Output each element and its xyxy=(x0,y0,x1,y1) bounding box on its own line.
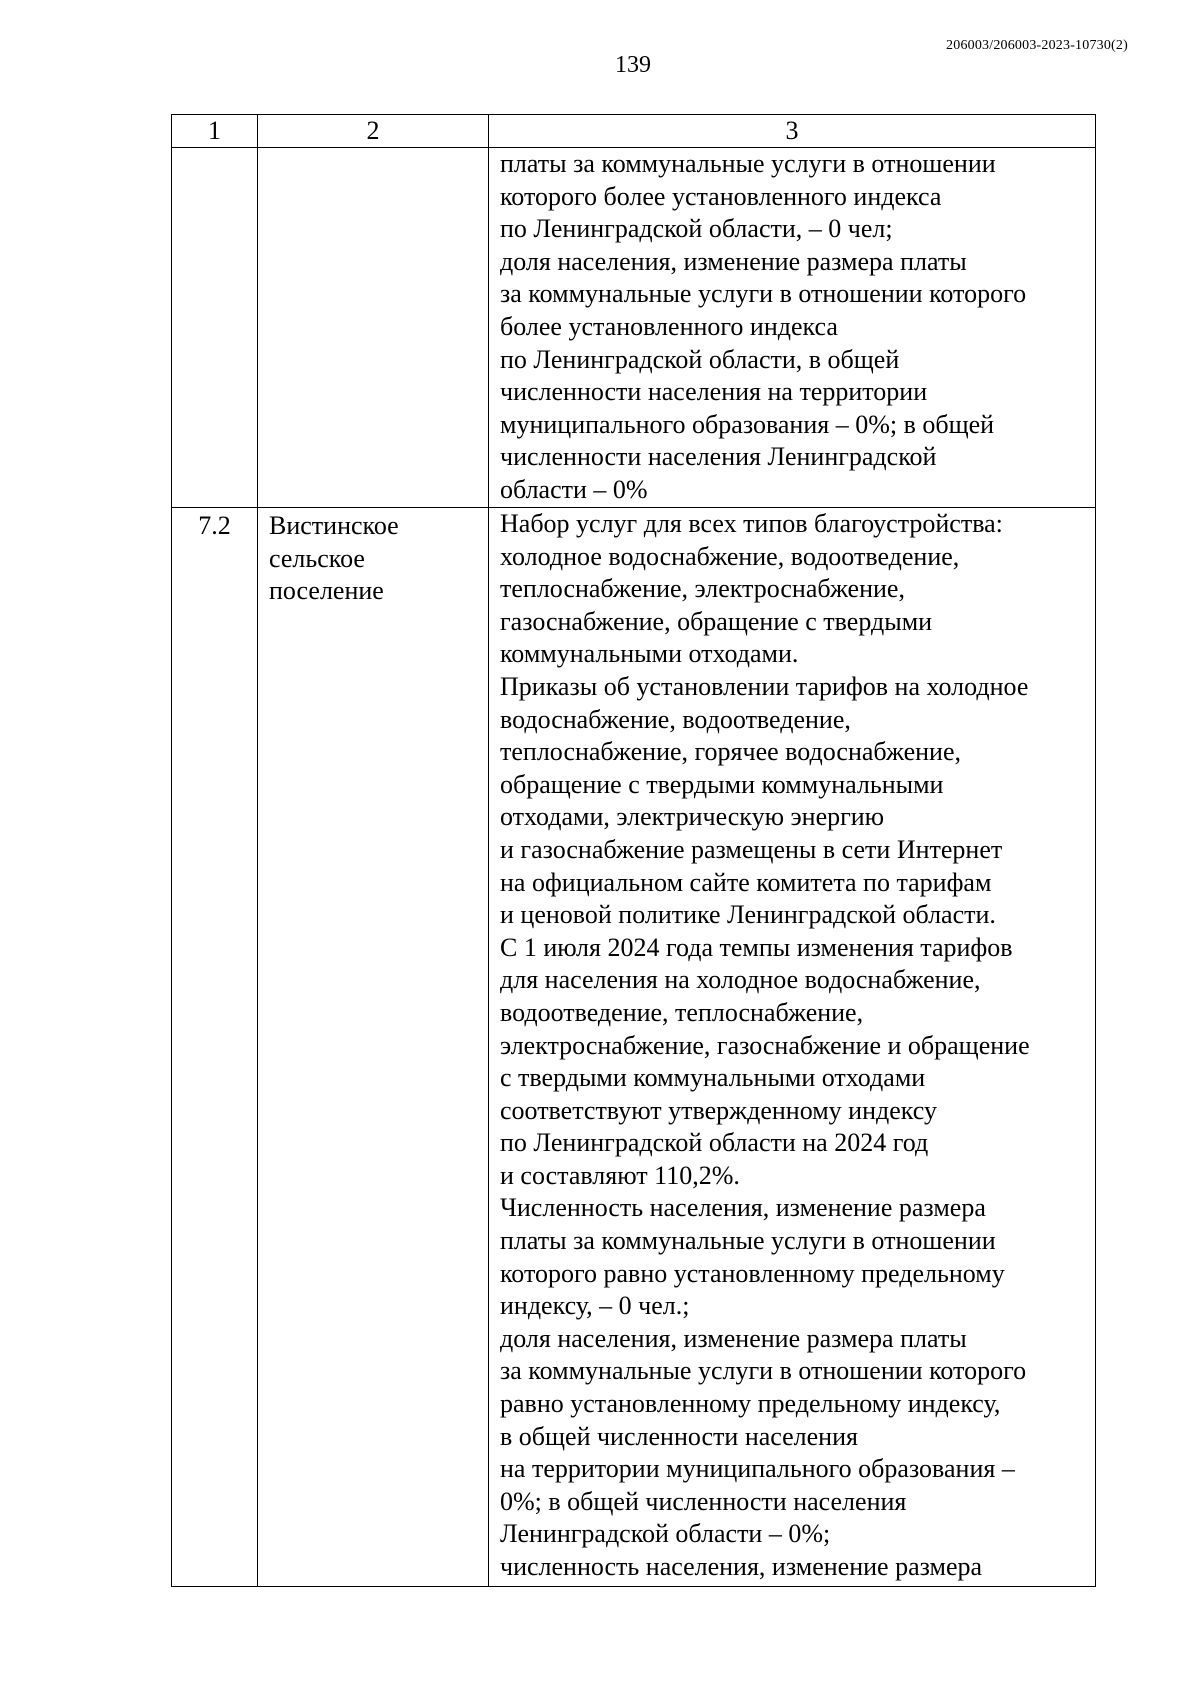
text-line: с твердыми коммунальными отходами xyxy=(500,1063,926,1093)
text-line: Вистинское xyxy=(269,511,399,540)
text-line: за коммунальные услуги в отношении которого xyxy=(500,279,1027,309)
text-line: по Ленинградской области, – 0 чел; xyxy=(500,214,893,244)
table-row xyxy=(172,148,1096,508)
row-description xyxy=(489,148,1096,508)
text-line: водоотведение, теплоснабжение, xyxy=(500,997,864,1027)
text-line: доля населения, изменение размера платы xyxy=(500,1323,967,1353)
table-header-row xyxy=(172,115,1096,148)
column-header-3: 3 xyxy=(489,115,1096,148)
text-line: индексу, – 0 чел.; xyxy=(500,1291,690,1321)
settlement-name xyxy=(258,508,489,1587)
text-line: которого равно установленному предельному xyxy=(500,1258,1005,1288)
text-line: Ленинградской области – 0%; xyxy=(500,1519,831,1549)
text-line: равно установленному предельному индексу, xyxy=(500,1389,1001,1419)
row-description xyxy=(489,508,1096,1587)
text-line: 0%; в общей численности населения xyxy=(500,1486,907,1516)
text-line: электроснабжение, газоснабжение и обращение xyxy=(500,1030,1030,1060)
text-line: численность населения, изменение размера xyxy=(500,1552,983,1581)
text-line: коммунальными отходами. xyxy=(500,639,799,669)
text-line: соответствуют утвержденному индексу xyxy=(500,1095,937,1125)
text-line: Набор услуг для всех типов благоустройства: xyxy=(500,509,1003,538)
document-id: 206003/206003-2023-10730(2) xyxy=(946,38,1128,53)
row-number: 7.2 xyxy=(172,508,258,1587)
text-line: на официальном сайте комитета по тарифам xyxy=(500,867,992,897)
text-line: области – 0% xyxy=(500,474,648,504)
text-line: и ценовой политике Ленинградской области. xyxy=(500,900,996,930)
page-number: 139 xyxy=(615,52,651,78)
text-line: обращение с твердыми коммунальными xyxy=(500,769,944,799)
text-line: на территории муниципального образования – xyxy=(500,1454,1015,1484)
text-line: Численность населения, изменение размера xyxy=(500,1193,986,1223)
text-line: Приказы об установлении тарифов на холодное xyxy=(500,671,1029,701)
text-line: водоснабжение, водоотведение, xyxy=(500,704,851,734)
settlement-name xyxy=(258,148,489,508)
column-header-1: 1 xyxy=(172,115,258,148)
tariff-table xyxy=(171,114,1096,1587)
column-header-2: 2 xyxy=(258,115,489,148)
text-line: численности населения на территории xyxy=(500,377,928,407)
text-line: в общей численности населения xyxy=(500,1421,858,1451)
text-line: и составляют 110,2%. xyxy=(500,1160,740,1190)
text-line: для населения на холодное водоснабжение, xyxy=(500,965,981,995)
text-line: поселение xyxy=(269,576,384,606)
text-line: платы за коммунальные услуги в отношении xyxy=(500,149,996,178)
text-line: и газоснабжение размещены в сети Интернет xyxy=(500,834,1003,864)
text-line: численности населения Ленинградской xyxy=(500,442,937,472)
text-line: по Ленинградской области на 2024 год xyxy=(500,1128,929,1158)
text-line: газоснабжение, обращение с твердыми xyxy=(500,606,933,636)
text-line: которого более установленного индекса xyxy=(500,181,942,211)
text-line: доля населения, изменение размера платы xyxy=(500,246,967,276)
text-line: более установленного индекса xyxy=(500,311,838,341)
text-line: сельское xyxy=(269,543,365,573)
text-line: теплоснабжение, электроснабжение, xyxy=(500,574,905,604)
text-line: С 1 июля 2024 года темпы изменения тарифов xyxy=(500,932,1013,962)
text-line: холодное водоснабжение, водоотведение, xyxy=(500,541,960,571)
text-line: по Ленинградской области, в общей xyxy=(500,344,900,374)
text-line: платы за коммунальные услуги в отношении xyxy=(500,1226,996,1256)
text-line: за коммунальные услуги в отношении которого xyxy=(500,1356,1027,1386)
row-number xyxy=(172,148,258,508)
text-line: теплоснабжение, горячее водоснабжение, xyxy=(500,737,962,767)
text-line: муниципального образования – 0%; в общей xyxy=(500,409,995,439)
text-line: отходами, электрическую энергию xyxy=(500,802,885,832)
table-row xyxy=(172,508,1096,1587)
